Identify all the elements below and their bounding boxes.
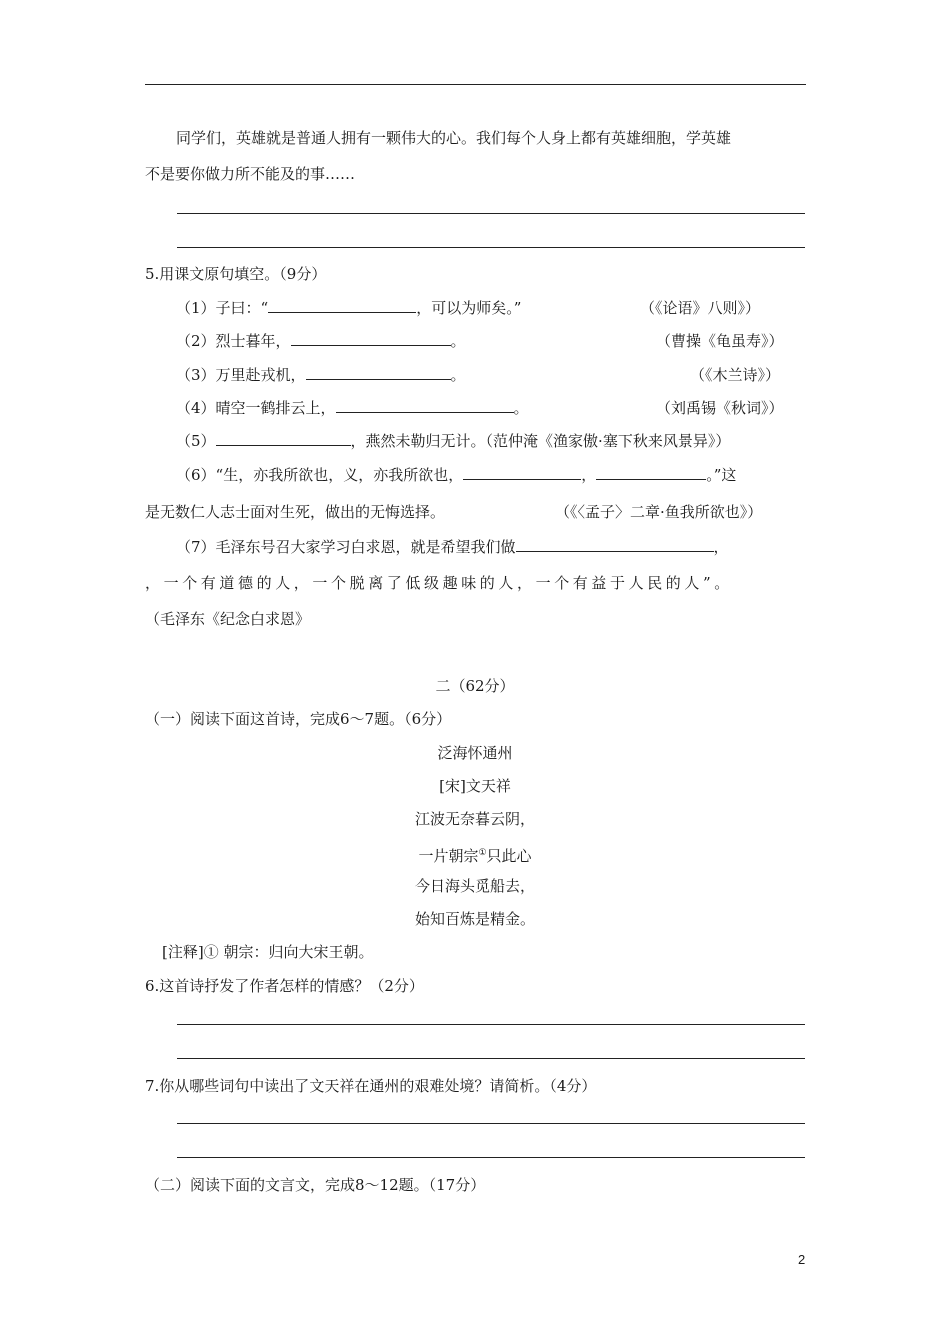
footnote-marker: ① (478, 848, 487, 858)
q5-item-2-pre: （2）烈士暮年， (176, 332, 291, 350)
poem-title: 泛海怀通州 (437, 744, 513, 762)
fill-blank[interactable] (306, 365, 451, 380)
part-2-instruction: （二）阅读下面的文言文，完成8～12题。（17分） (145, 1176, 486, 1194)
q5-item-6 (176, 465, 736, 485)
question-6: 6.这首诗抒发了作者怎样的情感？（2分） (145, 977, 424, 995)
q5-item-4 (176, 398, 529, 418)
question-5-title: 5.用课文原句填空。（9分） (145, 265, 327, 283)
part-1-instruction: （一）阅读下面这首诗，完成6～7题。（6分） (145, 710, 452, 728)
answer-line[interactable] (177, 247, 805, 248)
fill-blank[interactable] (336, 398, 514, 413)
q5-item-5-pre: （5） (176, 432, 216, 450)
q5-item-3-source: （《木兰诗》） (690, 366, 781, 384)
fill-blank[interactable] (596, 465, 706, 480)
q5-item-4-post: 。 (513, 399, 529, 417)
q5-item-3 (176, 365, 466, 385)
q5-item-1 (176, 298, 521, 318)
intro-line-2: 不是要你做力所不能及的事…… (145, 165, 356, 183)
q5-item-6-post: 。”这 (706, 466, 737, 484)
header-rule (145, 84, 806, 85)
q5-item-3-pre: （3）万里赴戎机， (176, 366, 306, 384)
fill-blank[interactable] (216, 431, 351, 446)
q5-item-5 (176, 431, 730, 451)
q5-item-7-pre: （7）毛泽东号召大家学习白求恩，就是希望我们做 (176, 538, 516, 556)
poem-line-4: 始知百炼是精金。 (414, 910, 535, 928)
question-7: 7.你从哪些词句中读出了文天祥在通州的艰难处境？请简析。（4分） (145, 1077, 597, 1095)
fill-blank[interactable] (516, 537, 714, 552)
q5-item-7-post: ， (713, 538, 729, 556)
q5-item-7 (176, 537, 729, 557)
q5-item-3-post: 。 (450, 366, 466, 384)
poem-line-2 (145, 843, 805, 866)
q5-item-7-line-3: （毛泽东《纪念白求恩》 (145, 610, 311, 628)
q5-item-1-post: ，可以为师矣。” (416, 299, 522, 317)
answer-line[interactable] (177, 1024, 805, 1025)
q5-item-4-pre: （4）晴空一鹤排云上， (176, 399, 336, 417)
poem-line-3: 今日海头觅船去， (414, 877, 535, 895)
q5-item-6-source: （《〈孟子〉二章·鱼我所欲也》） (555, 503, 763, 521)
answer-line[interactable] (177, 213, 805, 214)
poem-author: [宋]文天祥 (439, 777, 511, 795)
poem-line-2-a: 一片朝宗 (418, 847, 479, 865)
q5-item-5-post: ，燕然未勒归无计。（范仲淹《渔家傲·塞下秋来风景异》） (350, 432, 731, 450)
q5-item-1-source: （《论语》八则》） (640, 299, 761, 317)
answer-line[interactable] (177, 1157, 805, 1158)
q5-item-6-mid: ， (581, 466, 597, 484)
fill-blank[interactable] (291, 331, 451, 346)
q5-item-6-pre: （6）“生，亦我所欲也，义，亦我所欲也， (176, 466, 464, 484)
q5-item-2-post: 。 (450, 332, 466, 350)
section-heading: 二（62分） (435, 677, 515, 695)
fill-blank[interactable] (463, 465, 581, 480)
q5-item-7-line-2: ，一个有道德的人，一个脱离了低级趣味的人，一个有益于人民的人”。 (145, 574, 733, 592)
q5-item-2-source: （曹操《龟虽寿》） (656, 332, 784, 350)
poem-note: [注释]① 朝宗：归向大宋王朝。 (162, 943, 374, 961)
q5-item-2 (176, 331, 466, 351)
q5-item-1-pre: （1）子曰：“ (176, 299, 269, 317)
fill-blank[interactable] (268, 298, 416, 313)
poem-line-1: 江波无奈暮云阴， (414, 810, 535, 828)
intro-line-1: 同学们，英雄就是普通人拥有一颗伟大的心。我们每个人身上都有英雄细胞，学英雄 (176, 129, 732, 147)
answer-line[interactable] (177, 1058, 805, 1059)
q5-item-6-line-2: 是无数仁人志士面对生死，做出的无悔选择。 (145, 503, 446, 521)
poem-line-2-b: 只此心 (486, 847, 532, 865)
page-number: 2 (798, 1252, 806, 1267)
q5-item-4-source: （刘禹锡《秋词》） (656, 399, 784, 417)
answer-line[interactable] (177, 1123, 805, 1124)
